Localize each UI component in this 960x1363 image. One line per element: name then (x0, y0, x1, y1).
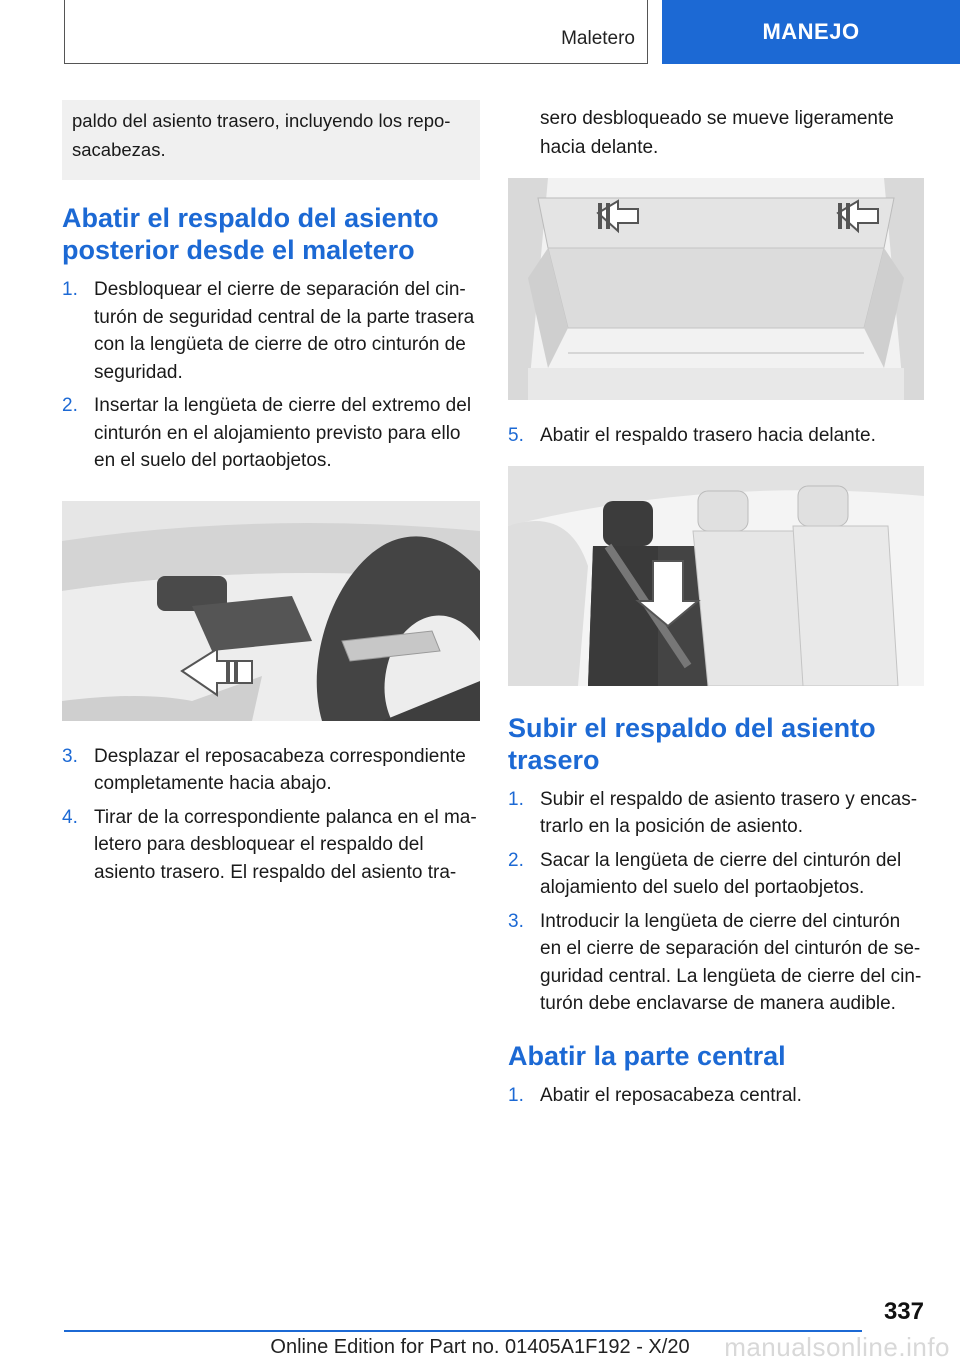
list-item (508, 908, 924, 1018)
step-text: Abatir el reposacabeza central. (540, 1084, 802, 1106)
step-text: Subir el respaldo de asiento trasero y encas-trarlo en la posición de asiento. (540, 788, 918, 837)
step-number: 4. (62, 806, 78, 828)
right-column (508, 100, 924, 1115)
step-text: Introducir la lengüeta de cierre del cinturón en el cierre de separación del cinturón de se-guridad central. La lengüeta de cierre del cin-turón debe enclavarse de manera audible. (540, 910, 922, 1014)
step-text: Desbloquear el cierre de separación del cin-turón de seguridad central de la parte trasera con la lengüeta de cierre de otro cinturón de seguridad. (94, 279, 475, 383)
list-item (62, 804, 480, 887)
heading-fold-center: Abatir la parte central (508, 1040, 786, 1071)
list-item (62, 392, 480, 475)
steps-list-c (508, 422, 924, 450)
footer-edition: Online Edition for Part no. 01405A1F192 - X/20 (270, 1336, 690, 1358)
list-item (508, 847, 924, 902)
rear-seat-illustration (508, 466, 924, 686)
step-text: Desplazar el reposacabeza correspondiente completamente hacia abajo. (94, 745, 466, 794)
step-number: 1. (508, 788, 524, 810)
trunk-levers-illustration (508, 178, 924, 400)
chapter-tab[interactable]: MANEJO (662, 0, 960, 64)
heading-raise-backrest: Subir el respaldo del asiento trasero (508, 712, 876, 775)
figure-rear-seat (508, 466, 924, 686)
step-number: 3. (508, 910, 524, 932)
step-text: Sacar la lengüeta de cierre del cinturón del alojamiento del suelo del portaobjetos. (540, 849, 902, 898)
list-item (508, 1082, 924, 1110)
left-column (62, 100, 480, 892)
step-number: 2. (62, 395, 78, 416)
step-text: Tirar de la correspondiente palanca en el ma-letero para desbloquear el respaldo del asiento trasero. El respaldo del asiento tra- (94, 806, 477, 883)
section-title: Maletero (561, 28, 635, 49)
list-item (62, 276, 480, 386)
step-text: Insertar la lengüeta de cierre del extremo del cinturón en el alojamiento previsto para ello en el suelo del portaobjetos. (94, 395, 472, 471)
step-number: 2. (508, 849, 524, 871)
step-text: Abatir el respaldo trasero hacia delante. (540, 425, 876, 446)
note-box: paldo del asiento trasero, incluyendo los repo-sacabezas. (62, 100, 480, 180)
page-number: 337 (883, 1298, 924, 1325)
belt-tongue-illustration (62, 501, 480, 721)
watermark: manualsonline.info (724, 1332, 950, 1362)
heading-fold-from-trunk: Abatir el respaldo del asiento posterior desde el maletero (62, 203, 439, 265)
list-item (508, 422, 924, 450)
steps-list-d (508, 786, 924, 1018)
list-item (508, 786, 924, 841)
continuation-text: sero desbloqueado se mueve ligeramente hacia delante. (540, 108, 894, 158)
figure-trunk-levers (508, 178, 924, 400)
step-number: 5. (508, 425, 524, 446)
step-number: 1. (62, 279, 78, 300)
steps-list-a (62, 276, 480, 475)
step-number: 1. (508, 1084, 524, 1106)
list-item (62, 743, 480, 798)
figure-belt-tongue (62, 501, 480, 721)
step-number: 3. (62, 745, 78, 767)
steps-list-e (508, 1082, 924, 1110)
steps-list-b (62, 743, 480, 887)
